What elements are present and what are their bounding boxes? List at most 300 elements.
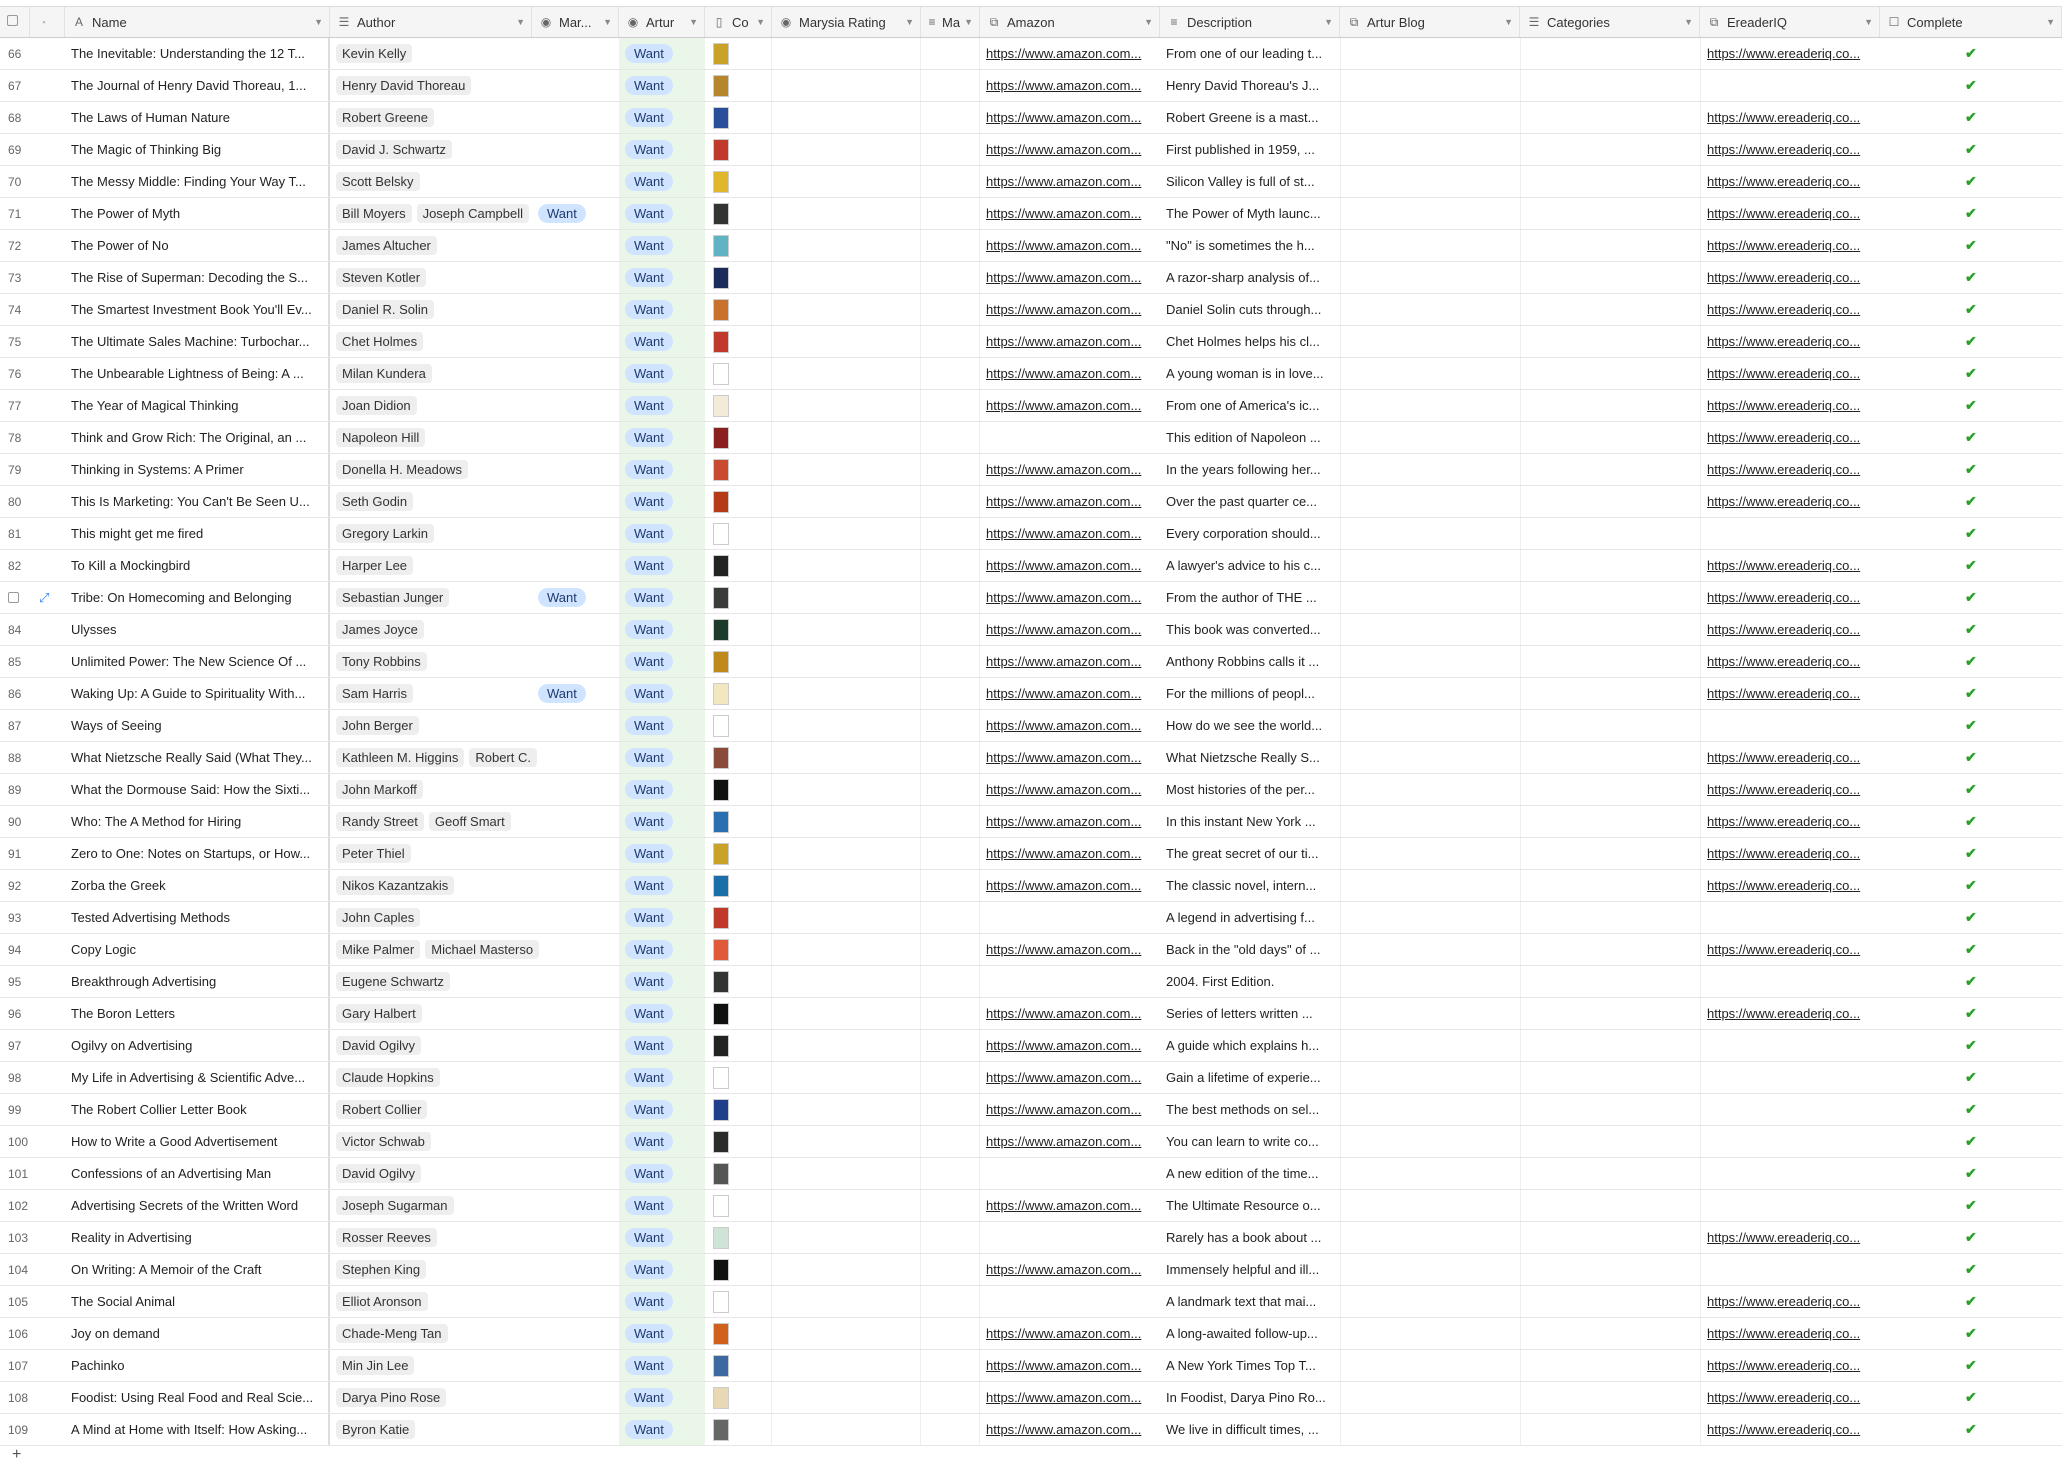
ereaderiq-cell[interactable]	[1700, 262, 1880, 293]
complete-check-icon[interactable]: ✔	[1965, 461, 1977, 477]
book-cover-thumbnail[interactable]	[713, 1323, 729, 1345]
categories-cell[interactable]	[1520, 294, 1700, 325]
author-cell[interactable]	[330, 550, 532, 581]
name-cell[interactable]	[65, 262, 330, 293]
complete-check-icon[interactable]: ✔	[1965, 1165, 1977, 1181]
artur-blog-cell[interactable]	[1340, 230, 1520, 261]
artur-blog-cell[interactable]	[1340, 806, 1520, 837]
amazon-cell[interactable]	[980, 870, 1160, 901]
marysia-status-cell[interactable]	[532, 1350, 619, 1381]
ereaderiq-cell[interactable]	[1700, 582, 1880, 613]
complete-check-icon[interactable]: ✔	[1965, 909, 1977, 925]
artur-status-cell[interactable]	[619, 262, 705, 293]
ereaderiq-cell[interactable]	[1700, 326, 1880, 357]
categories-cell[interactable]	[1520, 1318, 1700, 1349]
cover-cell[interactable]	[705, 1414, 772, 1445]
header-amazon[interactable]	[980, 7, 1160, 37]
header-rating[interactable]	[772, 7, 921, 37]
complete-check-icon[interactable]: ✔	[1965, 1389, 1977, 1405]
complete-cell[interactable]	[1880, 1190, 2062, 1221]
header-cover[interactable]	[705, 7, 772, 37]
ereaderiq-link[interactable]: https://www.ereaderiq.co...	[1707, 590, 1861, 605]
categories-cell[interactable]	[1520, 38, 1700, 69]
categories-cell[interactable]	[1520, 422, 1700, 453]
ma-cell[interactable]	[921, 550, 980, 581]
complete-cell[interactable]	[1880, 646, 2062, 677]
book-cover-thumbnail[interactable]	[713, 459, 729, 481]
name-cell[interactable]	[65, 838, 330, 869]
header-artur[interactable]	[619, 7, 705, 37]
complete-cell[interactable]	[1880, 486, 2062, 517]
description-cell[interactable]	[1160, 838, 1340, 869]
cover-cell[interactable]	[705, 646, 772, 677]
complete-check-icon[interactable]: ✔	[1965, 1101, 1977, 1117]
complete-cell[interactable]	[1880, 1030, 2062, 1061]
complete-check-icon[interactable]: ✔	[1965, 77, 1977, 93]
book-cover-thumbnail[interactable]	[713, 747, 729, 769]
chevron-down-icon[interactable]: ▼	[516, 17, 525, 27]
ereaderiq-link[interactable]: https://www.ereaderiq.co...	[1707, 334, 1861, 349]
table-row[interactable]	[0, 838, 2062, 870]
author-cell[interactable]	[330, 1094, 532, 1125]
book-cover-thumbnail[interactable]	[713, 779, 729, 801]
description-cell[interactable]	[1160, 1030, 1340, 1061]
artur-status-cell[interactable]	[619, 1190, 705, 1221]
ma-cell[interactable]	[921, 742, 980, 773]
name-cell[interactable]	[65, 1254, 330, 1285]
artur-status-cell[interactable]	[619, 1318, 705, 1349]
marysia-rating-cell[interactable]	[772, 1094, 921, 1125]
description-cell[interactable]	[1160, 678, 1340, 709]
ereaderiq-cell[interactable]	[1700, 838, 1880, 869]
marysia-status-cell[interactable]	[532, 166, 619, 197]
marysia-status-cell[interactable]	[532, 486, 619, 517]
marysia-rating-cell[interactable]	[772, 1286, 921, 1317]
artur-status-cell[interactable]	[619, 166, 705, 197]
amazon-cell[interactable]	[980, 614, 1160, 645]
artur-blog-cell[interactable]	[1340, 1318, 1520, 1349]
artur-status-cell[interactable]	[619, 646, 705, 677]
ereaderiq-link[interactable]: https://www.ereaderiq.co...	[1707, 366, 1861, 381]
author-cell[interactable]	[330, 166, 532, 197]
marysia-rating-cell[interactable]	[772, 710, 921, 741]
artur-status-cell[interactable]	[619, 230, 705, 261]
ma-cell[interactable]	[921, 166, 980, 197]
table-row[interactable]	[0, 70, 2062, 102]
complete-check-icon[interactable]: ✔	[1965, 557, 1977, 573]
marysia-rating-cell[interactable]	[772, 1126, 921, 1157]
author-cell[interactable]	[330, 582, 532, 613]
table-row[interactable]	[0, 1222, 2062, 1254]
artur-blog-cell[interactable]	[1340, 614, 1520, 645]
book-cover-thumbnail[interactable]	[713, 715, 729, 737]
artur-blog-cell[interactable]	[1340, 1062, 1520, 1093]
header-ma[interactable]	[921, 7, 980, 37]
complete-cell[interactable]	[1880, 838, 2062, 869]
marysia-status-cell[interactable]	[532, 1286, 619, 1317]
ereaderiq-link[interactable]: https://www.ereaderiq.co...	[1707, 686, 1861, 701]
ereaderiq-link[interactable]: https://www.ereaderiq.co...	[1707, 654, 1861, 669]
author-cell[interactable]	[330, 70, 532, 101]
table-row[interactable]	[0, 1254, 2062, 1286]
book-cover-thumbnail[interactable]	[713, 1227, 729, 1249]
marysia-rating-cell[interactable]	[772, 1190, 921, 1221]
complete-cell[interactable]	[1880, 358, 2062, 389]
amazon-link[interactable]: https://www.amazon.com...	[986, 110, 1142, 125]
book-cover-thumbnail[interactable]	[713, 395, 729, 417]
header-author[interactable]	[330, 7, 532, 37]
description-cell[interactable]	[1160, 1382, 1340, 1413]
book-cover-thumbnail[interactable]	[713, 1259, 729, 1281]
ereaderiq-link[interactable]: https://www.ereaderiq.co...	[1707, 846, 1861, 861]
categories-cell[interactable]	[1520, 518, 1700, 549]
artur-status-cell[interactable]	[619, 870, 705, 901]
artur-blog-cell[interactable]	[1340, 262, 1520, 293]
categories-cell[interactable]	[1520, 1350, 1700, 1381]
book-cover-thumbnail[interactable]	[713, 843, 729, 865]
categories-cell[interactable]	[1520, 1062, 1700, 1093]
amazon-cell[interactable]	[980, 422, 1160, 453]
categories-cell[interactable]	[1520, 70, 1700, 101]
name-cell[interactable]	[65, 1158, 330, 1189]
marysia-rating-cell[interactable]	[772, 70, 921, 101]
artur-blog-cell[interactable]	[1340, 422, 1520, 453]
marysia-rating-cell[interactable]	[772, 870, 921, 901]
cover-cell[interactable]	[705, 1158, 772, 1189]
amazon-cell[interactable]	[980, 198, 1160, 229]
ma-cell[interactable]	[921, 230, 980, 261]
artur-blog-cell[interactable]	[1340, 966, 1520, 997]
marysia-rating-cell[interactable]	[772, 230, 921, 261]
marysia-rating-cell[interactable]	[772, 998, 921, 1029]
cover-cell[interactable]	[705, 1126, 772, 1157]
complete-check-icon[interactable]: ✔	[1965, 589, 1977, 605]
artur-blog-cell[interactable]	[1340, 550, 1520, 581]
description-cell[interactable]	[1160, 710, 1340, 741]
name-cell[interactable]	[65, 166, 330, 197]
ereaderiq-link[interactable]: https://www.ereaderiq.co...	[1707, 142, 1861, 157]
ma-cell[interactable]	[921, 326, 980, 357]
ereaderiq-cell[interactable]	[1700, 806, 1880, 837]
ma-cell[interactable]	[921, 1094, 980, 1125]
book-cover-thumbnail[interactable]	[713, 1003, 729, 1025]
marysia-rating-cell[interactable]	[772, 166, 921, 197]
table-row[interactable]	[0, 166, 2062, 198]
complete-check-icon[interactable]: ✔	[1965, 1325, 1977, 1341]
artur-blog-cell[interactable]	[1340, 1222, 1520, 1253]
marysia-status-cell[interactable]	[532, 678, 619, 709]
author-cell[interactable]	[330, 1062, 532, 1093]
marysia-status-cell[interactable]	[532, 838, 619, 869]
book-cover-thumbnail[interactable]	[713, 107, 729, 129]
description-cell[interactable]	[1160, 1254, 1340, 1285]
artur-blog-cell[interactable]	[1340, 358, 1520, 389]
marysia-status-cell[interactable]	[532, 1062, 619, 1093]
artur-blog-cell[interactable]	[1340, 1286, 1520, 1317]
categories-cell[interactable]	[1520, 1414, 1700, 1445]
description-cell[interactable]	[1160, 1062, 1340, 1093]
name-cell[interactable]	[65, 1286, 330, 1317]
chevron-down-icon[interactable]: ▼	[1864, 17, 1873, 27]
name-cell[interactable]	[65, 1062, 330, 1093]
ereaderiq-cell[interactable]	[1700, 422, 1880, 453]
name-cell[interactable]	[65, 454, 330, 485]
book-cover-thumbnail[interactable]	[713, 1355, 729, 1377]
amazon-cell[interactable]	[980, 1350, 1160, 1381]
amazon-cell[interactable]	[980, 1254, 1160, 1285]
table-row[interactable]	[0, 742, 2062, 774]
ereaderiq-cell[interactable]	[1700, 134, 1880, 165]
table-row[interactable]	[0, 102, 2062, 134]
categories-cell[interactable]	[1520, 774, 1700, 805]
complete-cell[interactable]	[1880, 742, 2062, 773]
marysia-rating-cell[interactable]	[772, 518, 921, 549]
ereaderiq-cell[interactable]	[1700, 1126, 1880, 1157]
description-cell[interactable]	[1160, 1222, 1340, 1253]
artur-blog-cell[interactable]	[1340, 38, 1520, 69]
amazon-link[interactable]: https://www.amazon.com...	[986, 206, 1142, 221]
name-cell[interactable]	[65, 550, 330, 581]
description-cell[interactable]	[1160, 870, 1340, 901]
artur-blog-cell[interactable]	[1340, 326, 1520, 357]
categories-cell[interactable]	[1520, 742, 1700, 773]
amazon-cell[interactable]	[980, 1030, 1160, 1061]
table-row[interactable]	[0, 1094, 2062, 1126]
description-cell[interactable]	[1160, 1414, 1340, 1445]
cover-cell[interactable]	[705, 38, 772, 69]
name-cell[interactable]	[65, 1190, 330, 1221]
book-cover-thumbnail[interactable]	[713, 299, 729, 321]
marysia-rating-cell[interactable]	[772, 1414, 921, 1445]
marysia-rating-cell[interactable]	[772, 742, 921, 773]
artur-status-cell[interactable]	[619, 614, 705, 645]
description-cell[interactable]	[1160, 1350, 1340, 1381]
author-cell[interactable]	[330, 838, 532, 869]
complete-check-icon[interactable]: ✔	[1965, 1261, 1977, 1277]
marysia-rating-cell[interactable]	[772, 358, 921, 389]
amazon-cell[interactable]	[980, 102, 1160, 133]
artur-status-cell[interactable]	[619, 582, 705, 613]
cover-cell[interactable]	[705, 198, 772, 229]
author-cell[interactable]	[330, 774, 532, 805]
chevron-down-icon[interactable]: ▼	[1324, 17, 1333, 27]
description-cell[interactable]	[1160, 1318, 1340, 1349]
amazon-cell[interactable]	[980, 902, 1160, 933]
amazon-cell[interactable]	[980, 806, 1160, 837]
author-cell[interactable]	[330, 806, 532, 837]
artur-status-cell[interactable]	[619, 518, 705, 549]
marysia-status-cell[interactable]	[532, 294, 619, 325]
artur-status-cell[interactable]	[619, 1414, 705, 1445]
table-row[interactable]	[0, 582, 2062, 614]
artur-status-cell[interactable]	[619, 934, 705, 965]
cover-cell[interactable]	[705, 486, 772, 517]
complete-check-icon[interactable]: ✔	[1965, 493, 1977, 509]
description-cell[interactable]	[1160, 390, 1340, 421]
marysia-rating-cell[interactable]	[772, 294, 921, 325]
ereaderiq-link[interactable]: https://www.ereaderiq.co...	[1707, 622, 1861, 637]
complete-cell[interactable]	[1880, 582, 2062, 613]
book-cover-thumbnail[interactable]	[713, 75, 729, 97]
name-cell[interactable]	[65, 326, 330, 357]
description-cell[interactable]	[1160, 550, 1340, 581]
table-row[interactable]	[0, 1158, 2062, 1190]
marysia-rating-cell[interactable]	[772, 806, 921, 837]
complete-check-icon[interactable]: ✔	[1965, 749, 1977, 765]
author-cell[interactable]	[330, 230, 532, 261]
marysia-status-cell[interactable]	[532, 70, 619, 101]
artur-blog-cell[interactable]	[1340, 710, 1520, 741]
name-cell[interactable]	[65, 582, 330, 613]
author-cell[interactable]	[330, 102, 532, 133]
artur-status-cell[interactable]	[619, 550, 705, 581]
ereaderiq-link[interactable]: https://www.ereaderiq.co...	[1707, 270, 1861, 285]
author-cell[interactable]	[330, 710, 532, 741]
description-cell[interactable]	[1160, 934, 1340, 965]
categories-cell[interactable]	[1520, 646, 1700, 677]
amazon-link[interactable]: https://www.amazon.com...	[986, 686, 1142, 701]
table-row[interactable]	[0, 486, 2062, 518]
artur-status-cell[interactable]	[619, 358, 705, 389]
cover-cell[interactable]	[705, 326, 772, 357]
author-cell[interactable]	[330, 294, 532, 325]
amazon-cell[interactable]	[980, 390, 1160, 421]
ereaderiq-cell[interactable]	[1700, 934, 1880, 965]
marysia-status-cell[interactable]	[532, 1030, 619, 1061]
artur-status-cell[interactable]	[619, 390, 705, 421]
marysia-status-cell[interactable]	[532, 742, 619, 773]
book-cover-thumbnail[interactable]	[713, 971, 729, 993]
author-cell[interactable]	[330, 1286, 532, 1317]
cover-cell[interactable]	[705, 230, 772, 261]
ereaderiq-link[interactable]: https://www.ereaderiq.co...	[1707, 238, 1861, 253]
amazon-link[interactable]: https://www.amazon.com...	[986, 142, 1142, 157]
marysia-rating-cell[interactable]	[772, 486, 921, 517]
author-cell[interactable]	[330, 1030, 532, 1061]
cover-cell[interactable]	[705, 870, 772, 901]
amazon-link[interactable]: https://www.amazon.com...	[986, 526, 1142, 541]
amazon-cell[interactable]	[980, 1158, 1160, 1189]
amazon-cell[interactable]	[980, 1190, 1160, 1221]
add-row-button[interactable]: +	[12, 1446, 22, 1463]
book-cover-thumbnail[interactable]	[713, 683, 729, 705]
marysia-status-cell[interactable]	[532, 870, 619, 901]
author-cell[interactable]	[330, 198, 532, 229]
description-cell[interactable]	[1160, 70, 1340, 101]
marysia-status-cell[interactable]	[532, 902, 619, 933]
name-cell[interactable]	[65, 870, 330, 901]
author-cell[interactable]	[330, 966, 532, 997]
amazon-link[interactable]: https://www.amazon.com...	[986, 494, 1142, 509]
ereaderiq-link[interactable]: https://www.ereaderiq.co...	[1707, 46, 1861, 61]
complete-check-icon[interactable]: ✔	[1965, 237, 1977, 253]
book-cover-thumbnail[interactable]	[713, 1387, 729, 1409]
description-cell[interactable]	[1160, 806, 1340, 837]
ma-cell[interactable]	[921, 454, 980, 485]
cover-cell[interactable]	[705, 422, 772, 453]
categories-cell[interactable]	[1520, 1286, 1700, 1317]
ereaderiq-cell[interactable]	[1700, 1030, 1880, 1061]
table-row[interactable]	[0, 806, 2062, 838]
ereaderiq-link[interactable]: https://www.ereaderiq.co...	[1707, 462, 1861, 477]
ma-cell[interactable]	[921, 1414, 980, 1445]
ma-cell[interactable]	[921, 838, 980, 869]
ereaderiq-link[interactable]: https://www.ereaderiq.co...	[1707, 814, 1861, 829]
table-row[interactable]	[0, 422, 2062, 454]
amazon-link[interactable]: https://www.amazon.com...	[986, 718, 1142, 733]
artur-blog-cell[interactable]	[1340, 102, 1520, 133]
table-row[interactable]	[0, 1030, 2062, 1062]
artur-status-cell[interactable]	[619, 966, 705, 997]
cover-cell[interactable]	[705, 966, 772, 997]
book-cover-thumbnail[interactable]	[713, 363, 729, 385]
categories-cell[interactable]	[1520, 102, 1700, 133]
amazon-link[interactable]: https://www.amazon.com...	[986, 398, 1142, 413]
complete-cell[interactable]	[1880, 870, 2062, 901]
marysia-rating-cell[interactable]	[772, 614, 921, 645]
complete-cell[interactable]	[1880, 710, 2062, 741]
cover-cell[interactable]	[705, 806, 772, 837]
ereaderiq-cell[interactable]	[1700, 1062, 1880, 1093]
complete-cell[interactable]	[1880, 614, 2062, 645]
cover-cell[interactable]	[705, 838, 772, 869]
name-cell[interactable]	[65, 1414, 330, 1445]
amazon-cell[interactable]	[980, 1414, 1160, 1445]
categories-cell[interactable]	[1520, 486, 1700, 517]
complete-check-icon[interactable]: ✔	[1965, 333, 1977, 349]
ma-cell[interactable]	[921, 1286, 980, 1317]
description-cell[interactable]	[1160, 486, 1340, 517]
artur-status-cell[interactable]	[619, 1222, 705, 1253]
artur-status-cell[interactable]	[619, 102, 705, 133]
description-cell[interactable]	[1160, 294, 1340, 325]
name-cell[interactable]	[65, 1318, 330, 1349]
artur-blog-cell[interactable]	[1340, 1382, 1520, 1413]
chevron-down-icon[interactable]: ▼	[1504, 17, 1513, 27]
artur-blog-cell[interactable]	[1340, 1094, 1520, 1125]
table-row[interactable]	[0, 454, 2062, 486]
description-cell[interactable]	[1160, 230, 1340, 261]
artur-blog-cell[interactable]	[1340, 70, 1520, 101]
name-cell[interactable]	[65, 966, 330, 997]
complete-cell[interactable]	[1880, 390, 2062, 421]
ma-cell[interactable]	[921, 70, 980, 101]
table-row[interactable]	[0, 646, 2062, 678]
ereaderiq-link[interactable]: https://www.ereaderiq.co...	[1707, 398, 1861, 413]
complete-cell[interactable]	[1880, 678, 2062, 709]
marysia-status-cell[interactable]	[532, 998, 619, 1029]
author-cell[interactable]	[330, 358, 532, 389]
ma-cell[interactable]	[921, 1382, 980, 1413]
categories-cell[interactable]	[1520, 934, 1700, 965]
artur-status-cell[interactable]	[619, 678, 705, 709]
header-name[interactable]	[65, 7, 330, 37]
ereaderiq-link[interactable]: https://www.ereaderiq.co...	[1707, 174, 1861, 189]
description-cell[interactable]	[1160, 1094, 1340, 1125]
amazon-link[interactable]: https://www.amazon.com...	[986, 750, 1142, 765]
book-cover-thumbnail[interactable]	[713, 523, 729, 545]
complete-check-icon[interactable]: ✔	[1965, 1005, 1977, 1021]
marysia-status-cell[interactable]	[532, 326, 619, 357]
author-cell[interactable]	[330, 422, 532, 453]
cover-cell[interactable]	[705, 678, 772, 709]
cover-cell[interactable]	[705, 1382, 772, 1413]
artur-blog-cell[interactable]	[1340, 1254, 1520, 1285]
complete-cell[interactable]	[1880, 1222, 2062, 1253]
ma-cell[interactable]	[921, 1126, 980, 1157]
marysia-status-cell[interactable]	[532, 198, 619, 229]
complete-check-icon[interactable]: ✔	[1965, 429, 1977, 445]
